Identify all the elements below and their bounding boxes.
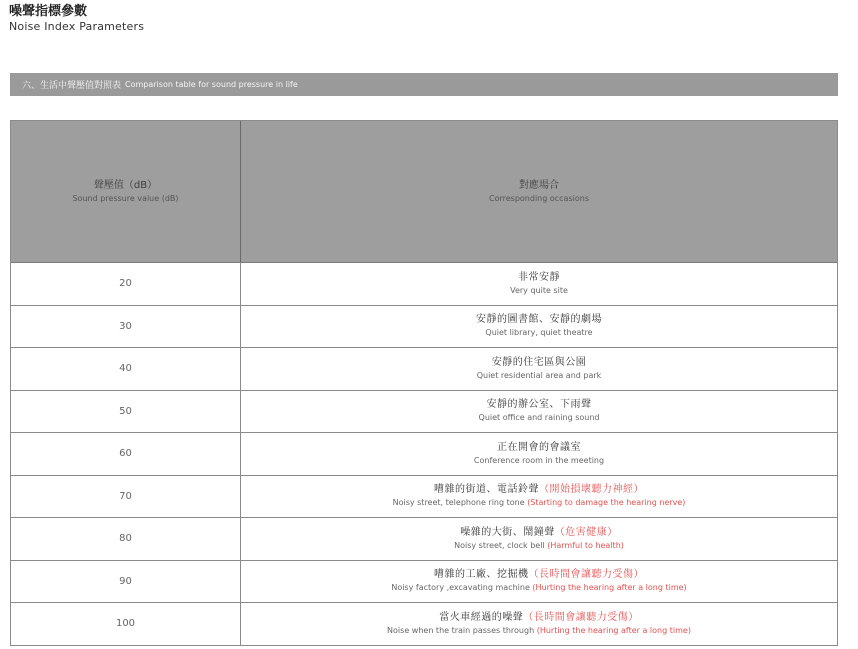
db-value: 30	[119, 320, 132, 332]
occasion-en	[387, 625, 691, 637]
occasion-zh	[439, 611, 639, 625]
column-header-occasion-zh: 對應場合	[519, 179, 559, 191]
occasion-zh-text: 安靜的辦公室、下雨聲	[486, 399, 592, 411]
cell-db-value	[11, 391, 241, 433]
cell-occasion	[241, 306, 837, 348]
occasion-zh-text: 嘈雜的工廠、挖掘機	[434, 569, 529, 581]
occasion-zh	[492, 356, 587, 370]
occasion-en	[474, 455, 604, 467]
occasion-en-warning: (Hurting the hearing after a long time)	[532, 583, 687, 593]
occasion-zh-text: 安靜的圖書館、安靜的劇場	[476, 314, 602, 326]
occasion-zh-warning: （長時間會讓聽力受傷）	[523, 611, 639, 623]
cell-occasion	[241, 263, 837, 305]
occasion-en-warning: (Hurting the hearing after a long time)	[536, 625, 691, 635]
occasion-en-text: Noisy factory ,excavating machine	[391, 583, 530, 593]
column-header-db-zh: 聲壓值（dB）	[93, 179, 158, 191]
occasion-en-warning: (Harmful to health)	[547, 540, 624, 550]
db-value: 80	[119, 533, 132, 545]
occasion-zh	[487, 398, 592, 412]
cell-db-value	[11, 603, 241, 645]
occasion-en-text: Quiet residential area and park	[476, 370, 602, 380]
cell-db-value	[11, 348, 241, 390]
db-value: 20	[119, 278, 132, 290]
occasion-zh	[497, 441, 581, 455]
cell-occasion	[241, 561, 837, 603]
occasion-zh-text: 嘈雜的街道、電話鈴聲	[434, 484, 539, 496]
table-header	[11, 121, 837, 263]
occasion-zh-text: 正在開會的會議室	[497, 441, 581, 453]
table-row	[11, 263, 837, 306]
column-header-db	[11, 121, 241, 262]
occasion-en-text: Quiet library, quiet theatre	[485, 328, 593, 338]
occasion-zh-warning: （開始損壞聽力神經）	[539, 484, 644, 496]
occasion-en	[510, 285, 568, 297]
occasion-zh	[518, 271, 560, 285]
table-row	[11, 561, 837, 604]
cell-db-value	[11, 476, 241, 518]
occasion-zh-warning: （長時間會讓聽力受傷）	[528, 569, 644, 581]
occasion-en-text: Noisy street, clock bell	[454, 540, 545, 550]
table-row	[11, 391, 837, 434]
db-value: 40	[119, 363, 132, 375]
cell-occasion	[241, 476, 837, 518]
occasion-en	[393, 497, 686, 509]
occasion-en	[391, 582, 686, 594]
occasion-zh-text: 非常安靜	[518, 271, 560, 283]
table-row	[11, 433, 837, 476]
db-value: 100	[115, 618, 136, 630]
occasion-en-text: Noise when the train passes through	[387, 625, 535, 635]
cell-db-value	[11, 518, 241, 560]
column-header-occasion	[241, 121, 837, 262]
db-value: 90	[119, 575, 132, 587]
cell-occasion	[241, 603, 837, 645]
table-row	[11, 518, 837, 561]
db-value: 60	[119, 448, 132, 460]
occasion-zh	[460, 526, 618, 540]
occasion-en	[477, 370, 602, 382]
section-label-en: Comparison table for sound pressure in life	[125, 80, 298, 89]
occasion-zh	[434, 483, 644, 497]
section-header-bar	[10, 73, 838, 96]
page-title-en: Noise Index Parameters	[9, 20, 145, 33]
page-title	[9, 4, 144, 34]
occasion-zh-text: 安靜的住宅區與公園	[491, 356, 587, 368]
occasion-en-text: Noisy street, telephone ring tone	[392, 498, 525, 508]
page-title-zh: 噪聲指標參數	[9, 4, 88, 19]
cell-occasion	[241, 391, 837, 433]
occasion-zh-warning: （危害健康）	[554, 526, 618, 538]
db-value: 70	[119, 490, 132, 502]
occasion-zh-text: 當火車經過的噪聲	[439, 611, 524, 623]
occasion-zh	[476, 313, 602, 327]
occasion-en-warning: (Starting to damage the hearing nerve)	[527, 498, 686, 508]
table-row	[11, 476, 837, 519]
table-row	[11, 603, 837, 646]
cell-occasion	[241, 348, 837, 390]
section-label-zh: 六、生活中聲壓值對照表	[22, 81, 122, 91]
occasion-zh-text: 噪雜的大街、鬧鐘聲	[460, 526, 555, 538]
cell-db-value	[11, 306, 241, 348]
cell-db-value	[11, 433, 241, 475]
occasion-en	[454, 540, 624, 552]
occasion-en-text: Very quite site	[510, 285, 568, 295]
occasion-en	[485, 327, 592, 339]
table-row	[11, 348, 837, 391]
db-value: 50	[119, 405, 132, 417]
column-header-occasion-en: Corresponding occasions	[489, 193, 589, 203]
cell-occasion	[241, 433, 837, 475]
occasion-zh	[434, 568, 644, 582]
column-header-db-en: Sound pressure value (dB)	[72, 193, 179, 203]
occasion-en	[479, 412, 600, 424]
table-row	[11, 306, 837, 349]
cell-db-value	[11, 561, 241, 603]
sound-pressure-table	[10, 120, 838, 646]
cell-db-value	[11, 263, 241, 305]
cell-occasion	[241, 518, 837, 560]
occasion-en-text: Quiet office and raining sound	[478, 413, 600, 423]
occasion-en-text: Conference room in the meeting	[473, 455, 605, 465]
table-body	[11, 263, 837, 646]
